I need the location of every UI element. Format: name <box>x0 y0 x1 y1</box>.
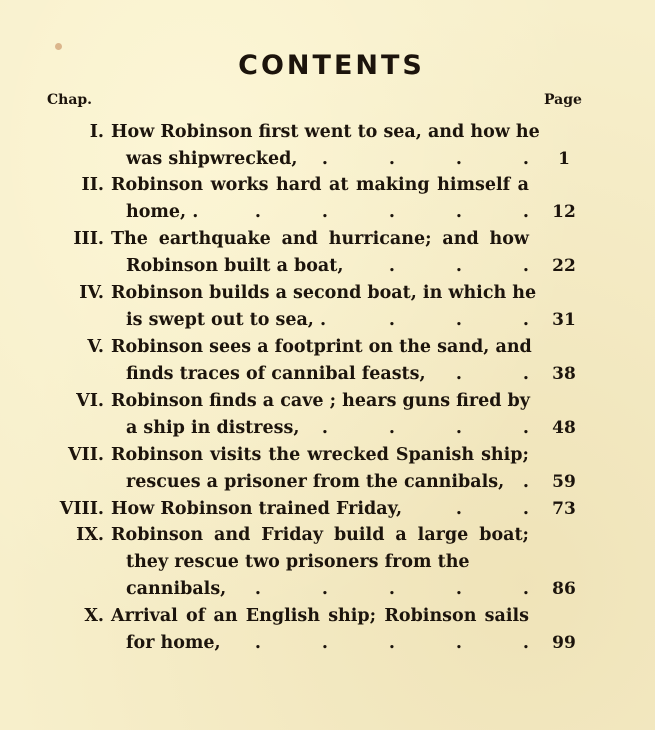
dot-leader: . . . . <box>321 418 529 438</box>
chapter-title-line: Robinson builds a second boat, in which he <box>111 283 537 303</box>
chapter-numeral: V. <box>87 337 104 357</box>
page-number: 59 <box>552 472 576 492</box>
paper-stain <box>55 43 62 50</box>
chapter-title-line: they rescue two prisoners from the <box>126 552 470 572</box>
chapter-title-line: home, . <box>126 202 199 222</box>
chapter-title-line: a ship in distress, <box>126 418 300 438</box>
chapter-numeral: X. <box>84 606 104 626</box>
page-number: 31 <box>552 310 576 330</box>
page-title: CONTENTS <box>238 50 425 81</box>
dot-leader: . . <box>455 499 529 519</box>
chapter-numeral: VI. <box>76 391 104 411</box>
chapter-numeral: IV. <box>79 283 104 303</box>
chapter-title-line: is swept out to sea, . <box>126 310 327 330</box>
chapter-numeral: VII. <box>67 445 104 465</box>
dot-leader: . . <box>455 364 529 384</box>
chapter-title-line: Robinson visits the wrecked Spanish ship; <box>111 445 529 465</box>
page-number: 73 <box>552 499 576 519</box>
dot-leader: . . . <box>388 256 529 276</box>
chapter-column-header: Chap. <box>47 92 93 108</box>
dot-leader: . . . . . <box>254 579 529 599</box>
chapter-title-line: Robinson and Friday build a large boat; <box>111 525 529 545</box>
chapter-numeral: IX. <box>76 525 104 545</box>
chapter-title-line: was shipwrecked, <box>126 149 298 169</box>
chapter-numeral: I. <box>89 122 104 142</box>
page-number: 22 <box>552 256 576 276</box>
dot-leader: . . . . <box>321 149 529 169</box>
chapter-title-line: Robinson finds a cave ; hears guns fired by <box>111 391 530 411</box>
page-number: 99 <box>552 633 576 653</box>
dot-leader: . . . . . <box>254 202 529 222</box>
chapter-title-line: Robinson sees a footprint on the sand, and <box>111 337 532 357</box>
chapter-title-line: Arrival of an English ship; Robinson sails <box>111 606 529 626</box>
page-number: 48 <box>552 418 576 438</box>
chapter-title-line: cannibals, <box>126 579 227 599</box>
page-number: 86 <box>552 579 576 599</box>
page-number: 1 <box>558 149 570 169</box>
dot-leader: . . . <box>388 310 529 330</box>
chapter-title-line: How Robinson first went to sea, and how he <box>111 122 540 142</box>
chapter-title-line: How Robinson trained Friday, <box>111 499 403 519</box>
chapter-title-line: Robinson built a boat, <box>126 256 344 276</box>
page-number: 38 <box>552 364 576 384</box>
page-number: 12 <box>552 202 576 222</box>
page-column-header: Page <box>544 92 582 108</box>
chapter-numeral: III. <box>73 229 104 249</box>
chapter-title-line: The earthquake and hurricane; and how <box>111 229 529 249</box>
chapter-title-line: finds traces of cannibal feasts, <box>126 364 426 384</box>
chapter-title-line: rescues a prisoner from the cannibals, <box>126 472 505 492</box>
chapter-numeral: II. <box>81 175 104 195</box>
dot-leader: . <box>522 472 529 492</box>
chapter-title-line: for home, <box>126 633 221 653</box>
chapter-title-line: Robinson works hard at making himself a <box>111 175 529 195</box>
dot-leader: . . . . . <box>254 633 529 653</box>
chapter-numeral: VIII. <box>59 499 104 519</box>
